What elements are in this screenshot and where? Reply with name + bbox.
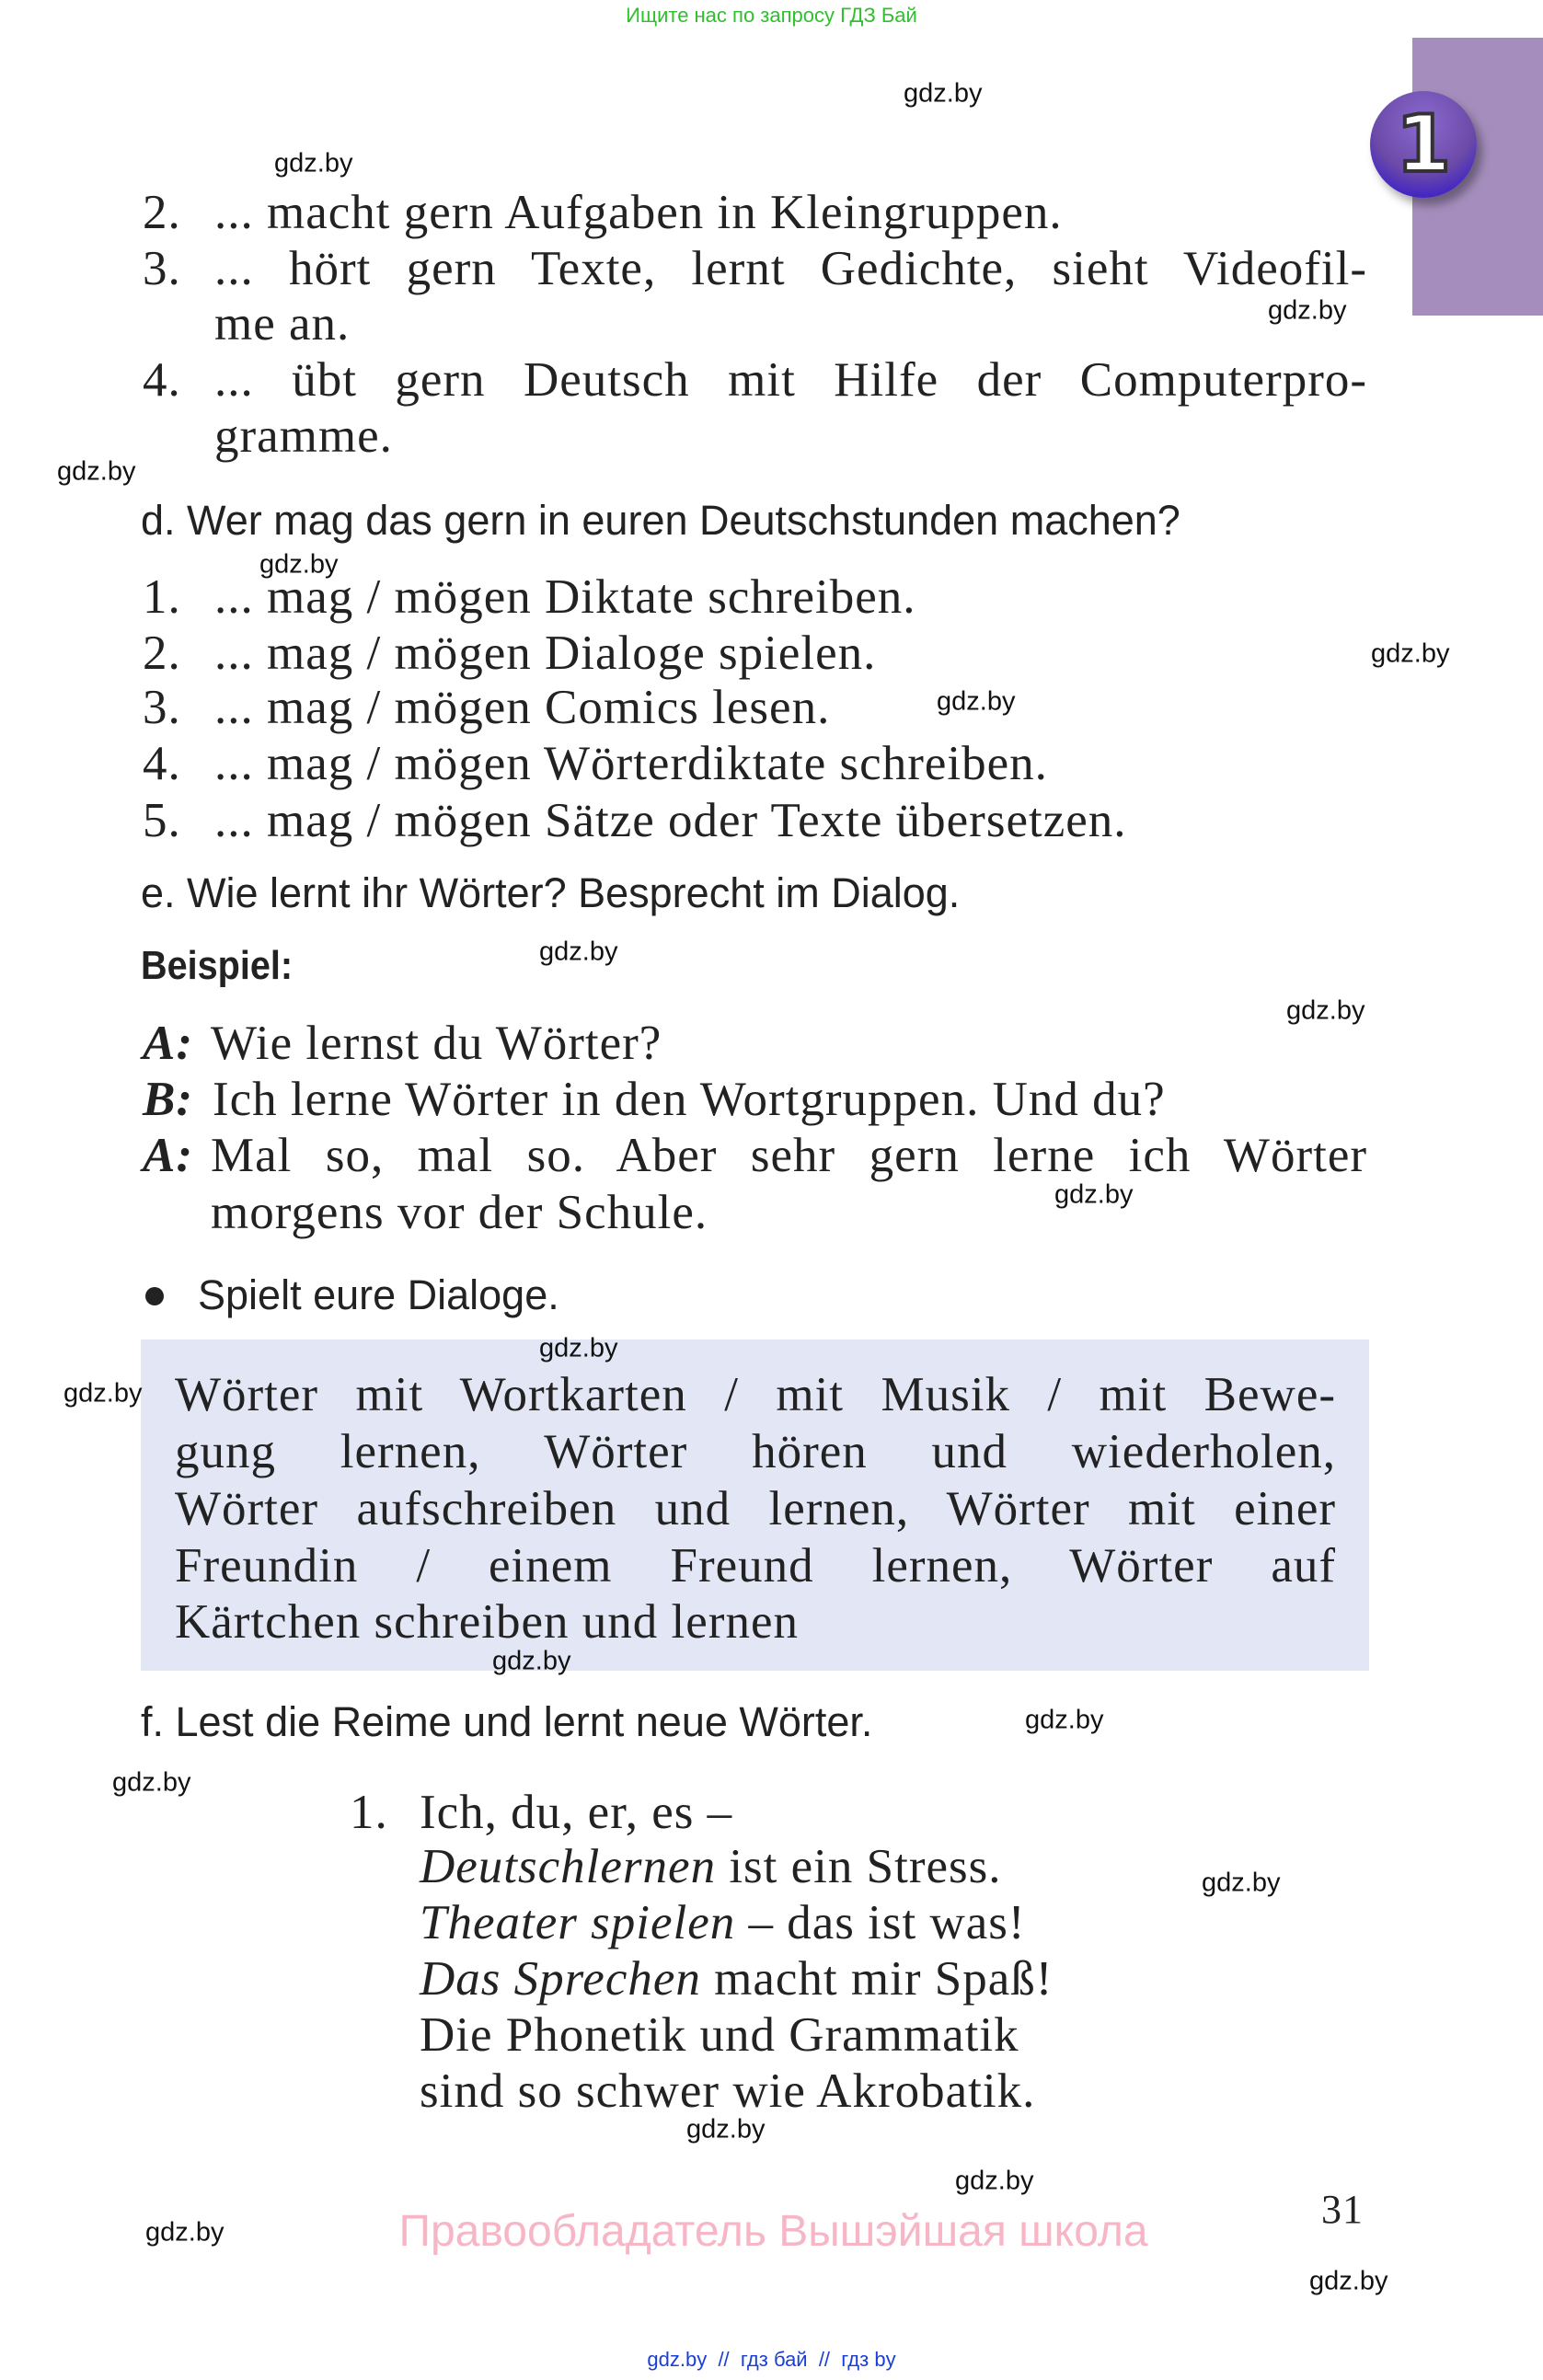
poem-number: 1. [350, 1786, 388, 1839]
example-label: Beispiel: [141, 943, 294, 988]
chapter-badge [1370, 91, 1477, 198]
watermark: gdz.by [1309, 2266, 1388, 2296]
watermark: gdz.by [937, 686, 1016, 717]
watermark: gdz.by [686, 2114, 766, 2144]
watermark: gdz.by [1202, 1868, 1281, 1898]
bullet-text: Spielt eure Dialoge. [198, 1271, 559, 1318]
watermark: gdz.by [904, 78, 983, 109]
watermark: gdz.by [1371, 638, 1450, 669]
section-e-heading: e. Wie lernt ihr Wörter? Besprecht im Dialog. [141, 869, 961, 916]
watermark: gdz.by [955, 2166, 1034, 2196]
watermark: gdz.by [1286, 995, 1365, 1026]
watermark: gdz.by [274, 148, 353, 178]
poem-line: Ich, du, er, es – [420, 1786, 733, 1839]
watermark: gdz.by [539, 937, 618, 967]
watermark: gdz.by [1054, 1179, 1134, 1210]
page-number: 31 [1321, 2187, 1364, 2232]
watermark: gdz.by [112, 1767, 191, 1798]
watermark: gdz.by [1025, 1705, 1104, 1735]
footer-links[interactable]: gdz.by // гдз бай // гдз by [647, 2348, 896, 2371]
poem-line: Das Sprechen macht mir Spaß! [420, 1952, 1054, 2006]
poem-line: sind so schwer wie Akrobatik. [420, 2064, 1036, 2118]
section-f-heading: f. Lest die Reime und lernt neue Wörter. [141, 1698, 873, 1745]
watermark: gdz.by [1268, 295, 1347, 326]
watermark: gdz.by [492, 1646, 571, 1676]
box-line: Kärtchen schreiben und lernen [175, 1595, 799, 1649]
box-line: Freundin / einem Freund lernen, Wörter auf [175, 1539, 1336, 1592]
list-item: 3. ... hört gern Texte, lernt Gedichte, sieht Videofil- [143, 242, 1367, 295]
watermark: gdz.by [63, 1378, 143, 1408]
chapter-number: 1 [1396, 98, 1451, 190]
box-line: Wörter mit Wortkarten / mit Musik / mit Bewe- [175, 1368, 1336, 1421]
watermark: gdz.by [259, 549, 339, 580]
section-d-heading: d. Wer mag das gern in euren Deutschstunden machen? [141, 497, 1180, 544]
box-line: Wörter aufschreiben und lernen, Wörter mit einer [175, 1482, 1336, 1535]
bullet-icon [145, 1287, 164, 1305]
poem-line: Deutschlernen ist ein Stress. [420, 1840, 1002, 1893]
watermark: gdz.by [145, 2217, 225, 2248]
watermark: gdz.by [57, 456, 136, 487]
watermark: gdz.by [539, 1333, 618, 1363]
poem-line: Theater spielen – das ist was! [420, 1896, 1026, 1949]
poem-line: Die Phonetik und Grammatik [420, 2008, 1019, 2062]
copyright-notice: Правообладатель Вышэйшая школа [398, 2207, 1148, 2256]
top-banner[interactable]: Ищите нас по запросу ГДЗ Бай [626, 4, 917, 27]
box-line: gung lernen, Wörter hören und wiederholen, [175, 1425, 1336, 1478]
